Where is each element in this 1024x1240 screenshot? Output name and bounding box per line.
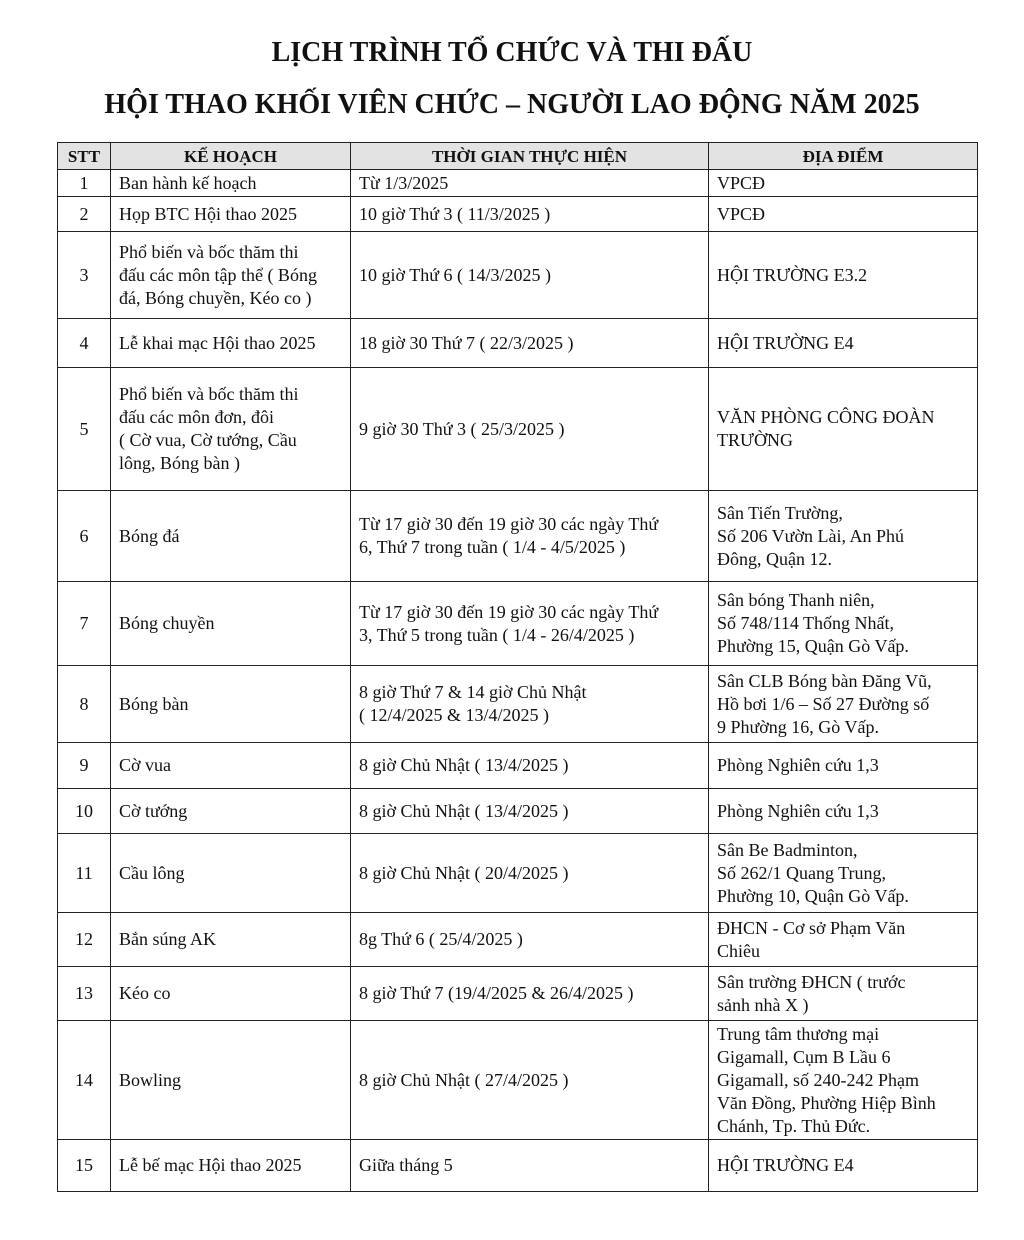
cell-plan: Bắn súng AK	[111, 913, 351, 967]
cell-time: Giữa tháng 5	[351, 1140, 709, 1192]
column-header-place: ĐỊA ĐIỂM	[709, 143, 978, 170]
cell-place: Sân bóng Thanh niên, Số 748/114 Thống Nhất, Phường 15, Quận Gò Vấp.	[709, 582, 978, 666]
cell-plan: Bóng chuyền	[111, 582, 351, 666]
cell-plan: Phổ biến và bốc thăm thi đấu các môn đơn, đôi ( Cờ vua, Cờ tướng, Cầu lông, Bóng bàn )	[111, 368, 351, 491]
cell-plan: Bowling	[111, 1021, 351, 1140]
cell-time: 10 giờ Thứ 6 ( 14/3/2025 )	[351, 232, 709, 319]
cell-plan: Cầu lông	[111, 834, 351, 913]
cell-plan: Cờ vua	[111, 743, 351, 789]
cell-plan: Bóng bàn	[111, 666, 351, 743]
cell-stt: 13	[58, 967, 111, 1021]
cell-stt: 10	[58, 789, 111, 834]
cell-plan: Bóng đá	[111, 491, 351, 582]
table-row	[58, 197, 978, 232]
cell-stt: 4	[58, 319, 111, 368]
cell-stt: 5	[58, 368, 111, 491]
table-row	[58, 582, 978, 666]
cell-time: 8g Thứ 6 ( 25/4/2025 )	[351, 913, 709, 967]
cell-stt: 6	[58, 491, 111, 582]
cell-plan: Ban hành kế hoạch	[111, 170, 351, 197]
cell-place: HỘI TRƯỜNG E3.2	[709, 232, 978, 319]
table-row	[58, 1140, 978, 1192]
cell-stt: 2	[58, 197, 111, 232]
cell-plan: Lễ bế mạc Hội thao 2025	[111, 1140, 351, 1192]
cell-place: VĂN PHÒNG CÔNG ĐOÀN TRƯỜNG	[709, 368, 978, 491]
table-row	[58, 170, 978, 197]
cell-plan: Kéo co	[111, 967, 351, 1021]
cell-place: Sân Tiến Trường, Số 206 Vườn Lài, An Phú Đông, Quận 12.	[709, 491, 978, 582]
cell-time: 8 giờ Thứ 7 & 14 giờ Chủ Nhật ( 12/4/2025 & 13/4/2025 )	[351, 666, 709, 743]
cell-time: 18 giờ 30 Thứ 7 ( 22/3/2025 )	[351, 319, 709, 368]
cell-time: Từ 1/3/2025	[351, 170, 709, 197]
table-row	[58, 232, 978, 319]
table-row	[58, 743, 978, 789]
column-header-plan: KẾ HOẠCH	[111, 143, 351, 170]
cell-stt: 12	[58, 913, 111, 967]
cell-time: 10 giờ Thứ 3 ( 11/3/2025 )	[351, 197, 709, 232]
cell-time: 8 giờ Thứ 7 (19/4/2025 & 26/4/2025 )	[351, 967, 709, 1021]
cell-stt: 8	[58, 666, 111, 743]
table-row	[58, 834, 978, 913]
table-row	[58, 913, 978, 967]
cell-time: 8 giờ Chủ Nhật ( 27/4/2025 )	[351, 1021, 709, 1140]
table-row	[58, 789, 978, 834]
cell-place: VPCĐ	[709, 197, 978, 232]
cell-stt: 14	[58, 1021, 111, 1140]
cell-time: Từ 17 giờ 30 đến 19 giờ 30 các ngày Thứ 6, Thứ 7 trong tuần ( 1/4 - 4/5/2025 )	[351, 491, 709, 582]
cell-place: Phòng Nghiên cứu 1,3	[709, 743, 978, 789]
cell-place: Sân Be Badminton, Số 262/1 Quang Trung, Phường 10, Quận Gò Vấp.	[709, 834, 978, 913]
cell-place: Sân CLB Bóng bàn Đăng Vũ, Hồ bơi 1/6 – Số 27 Đường số 9 Phường 16, Gò Vấp.	[709, 666, 978, 743]
cell-plan: Phổ biến và bốc thăm thi đấu các môn tập thể ( Bóng đá, Bóng chuyền, Kéo co )	[111, 232, 351, 319]
cell-place: HỘI TRƯỜNG E4	[709, 319, 978, 368]
cell-stt: 15	[58, 1140, 111, 1192]
table-header-row	[58, 143, 978, 170]
table-row	[58, 319, 978, 368]
cell-plan: Họp BTC Hội thao 2025	[111, 197, 351, 232]
cell-time: 8 giờ Chủ Nhật ( 13/4/2025 )	[351, 743, 709, 789]
cell-stt: 1	[58, 170, 111, 197]
cell-place: ĐHCN - Cơ sở Phạm Văn Chiêu	[709, 913, 978, 967]
table-row	[58, 368, 978, 491]
cell-plan: Lễ khai mạc Hội thao 2025	[111, 319, 351, 368]
cell-place: HỘI TRƯỜNG E4	[709, 1140, 978, 1192]
table-row	[58, 1021, 978, 1140]
cell-stt: 3	[58, 232, 111, 319]
cell-time: 8 giờ Chủ Nhật ( 13/4/2025 )	[351, 789, 709, 834]
table-row	[58, 967, 978, 1021]
cell-time: Từ 17 giờ 30 đến 19 giờ 30 các ngày Thứ 3, Thứ 5 trong tuần ( 1/4 - 26/4/2025 )	[351, 582, 709, 666]
cell-stt: 9	[58, 743, 111, 789]
cell-place: Sân trường ĐHCN ( trước sảnh nhà X )	[709, 967, 978, 1021]
schedule-table	[57, 142, 978, 1192]
cell-time: 8 giờ Chủ Nhật ( 20/4/2025 )	[351, 834, 709, 913]
table-body	[58, 170, 978, 1192]
cell-plan: Cờ tướng	[111, 789, 351, 834]
cell-stt: 11	[58, 834, 111, 913]
column-header-time: THỜI GIAN THỰC HIỆN	[351, 143, 709, 170]
document-title-line-1: LỊCH TRÌNH TỔ CHỨC VÀ THI ĐẤU	[271, 37, 753, 68]
table-row	[58, 666, 978, 743]
column-header-stt: STT	[58, 143, 111, 170]
cell-place: Trung tâm thương mại Gigamall, Cụm B Lầu 6 Gigamall, số 240-242 Phạm Văn Đồng, Phường Hiệp Bình Chánh, Tp. Thủ Đức.	[709, 1021, 978, 1140]
table-row	[58, 491, 978, 582]
cell-place: VPCĐ	[709, 170, 978, 197]
cell-place: Phòng Nghiên cứu 1,3	[709, 789, 978, 834]
document-title-line-2: HỘI THAO KHỐI VIÊN CHỨC – NGƯỜI LAO ĐỘNG NĂM 2025	[104, 89, 920, 120]
cell-stt: 7	[58, 582, 111, 666]
cell-time: 9 giờ 30 Thứ 3 ( 25/3/2025 )	[351, 368, 709, 491]
